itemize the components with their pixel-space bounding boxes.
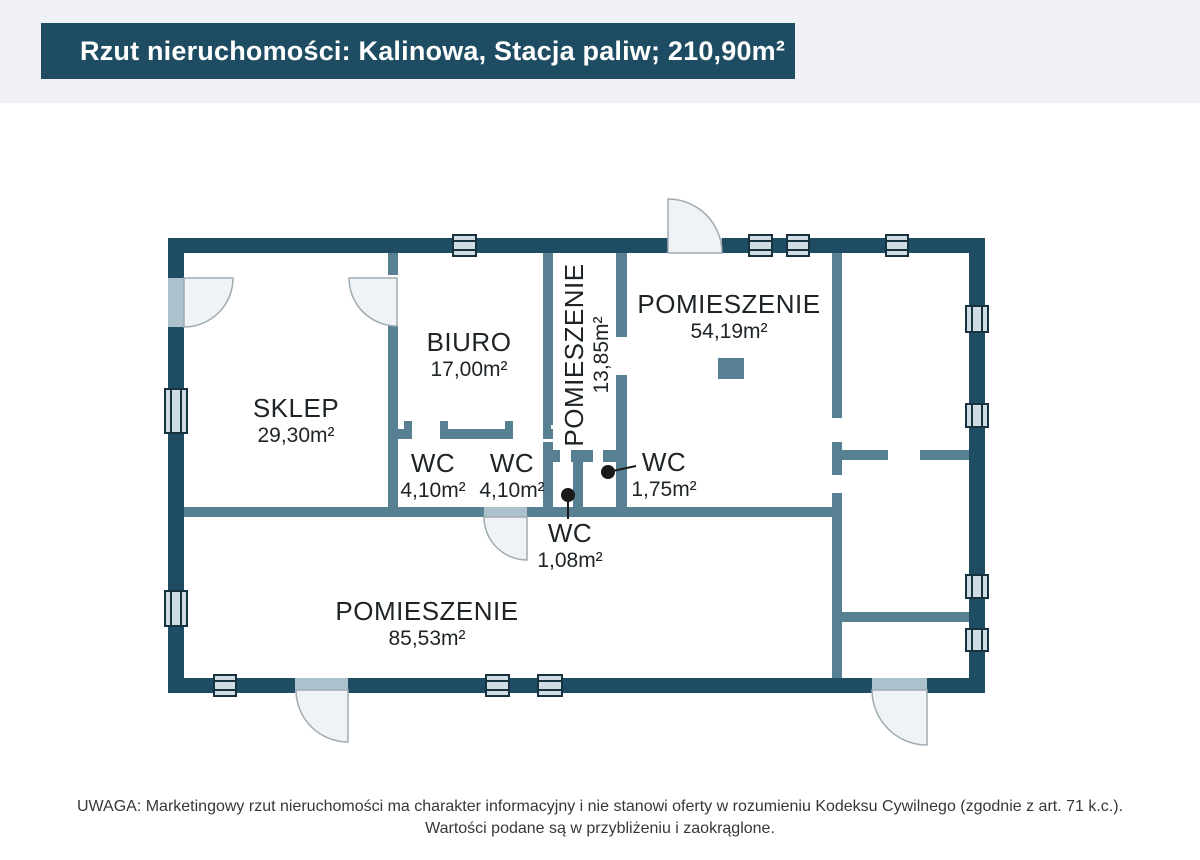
room-name: POMIESZENIE bbox=[637, 289, 821, 319]
page-title: Rzut nieruchomości: Kalinowa, Stacja paliw; 210,90m² bbox=[80, 35, 786, 66]
room-name: POMIESZENIE bbox=[559, 263, 589, 447]
header-bar bbox=[41, 23, 795, 79]
room-label-wc-175 bbox=[631, 448, 696, 502]
room-name: WC bbox=[641, 447, 687, 477]
door-swing-icon bbox=[296, 690, 348, 742]
room-name: POMIESZENIE bbox=[335, 596, 519, 626]
room-label-wc-2 bbox=[479, 449, 544, 503]
room-area: 29,30m² bbox=[257, 424, 335, 447]
room-area: 4,10m² bbox=[400, 479, 466, 502]
room-label-pomieszenie-54 bbox=[637, 290, 820, 344]
room-label-wc-108 bbox=[537, 519, 602, 573]
room-name: WC bbox=[547, 518, 593, 548]
disclaimer-line-2: Wartości podane są w przybliżeniu i zaokrąglone. bbox=[425, 820, 775, 837]
room-area: 4,10m² bbox=[479, 479, 545, 502]
disclaimer-line-1: UWAGA: Marketingowy rzut nieruchomości ma charakter informacyjny i nie stanowi oferty w rozumieniu Kodeksu Cywilnego (zgodnie z art. 71 k.c.). bbox=[76, 798, 1124, 815]
room-pointer-dot bbox=[561, 488, 575, 502]
room-label-sklep bbox=[253, 394, 339, 448]
room-label-wc-1 bbox=[400, 449, 465, 503]
room-area: 1,08m² bbox=[537, 549, 603, 572]
room-name: SKLEP bbox=[252, 393, 340, 423]
door-swing-icon bbox=[349, 278, 397, 326]
room-label-biuro bbox=[427, 328, 512, 382]
room-name: BIURO bbox=[426, 327, 512, 357]
door-swing-icon bbox=[184, 278, 233, 327]
door-swing-icon bbox=[872, 690, 927, 745]
disclaimer bbox=[0, 796, 1200, 840]
door-swing-icon bbox=[484, 517, 527, 560]
room-pointer-dot bbox=[601, 465, 615, 479]
room-area: 17,00m² bbox=[430, 358, 508, 381]
room-area: 54,19m² bbox=[690, 320, 768, 343]
room-area: 13,85m² bbox=[590, 316, 613, 394]
door-swing-icon bbox=[668, 199, 722, 253]
room-area: 85,53m² bbox=[388, 627, 466, 650]
room-name: WC bbox=[489, 448, 535, 478]
room-label-pomieszenie-corridor bbox=[560, 263, 614, 446]
room-name: WC bbox=[410, 448, 456, 478]
room-label-pomieszenie-85 bbox=[335, 597, 518, 651]
room-area: 1,75m² bbox=[631, 478, 697, 501]
